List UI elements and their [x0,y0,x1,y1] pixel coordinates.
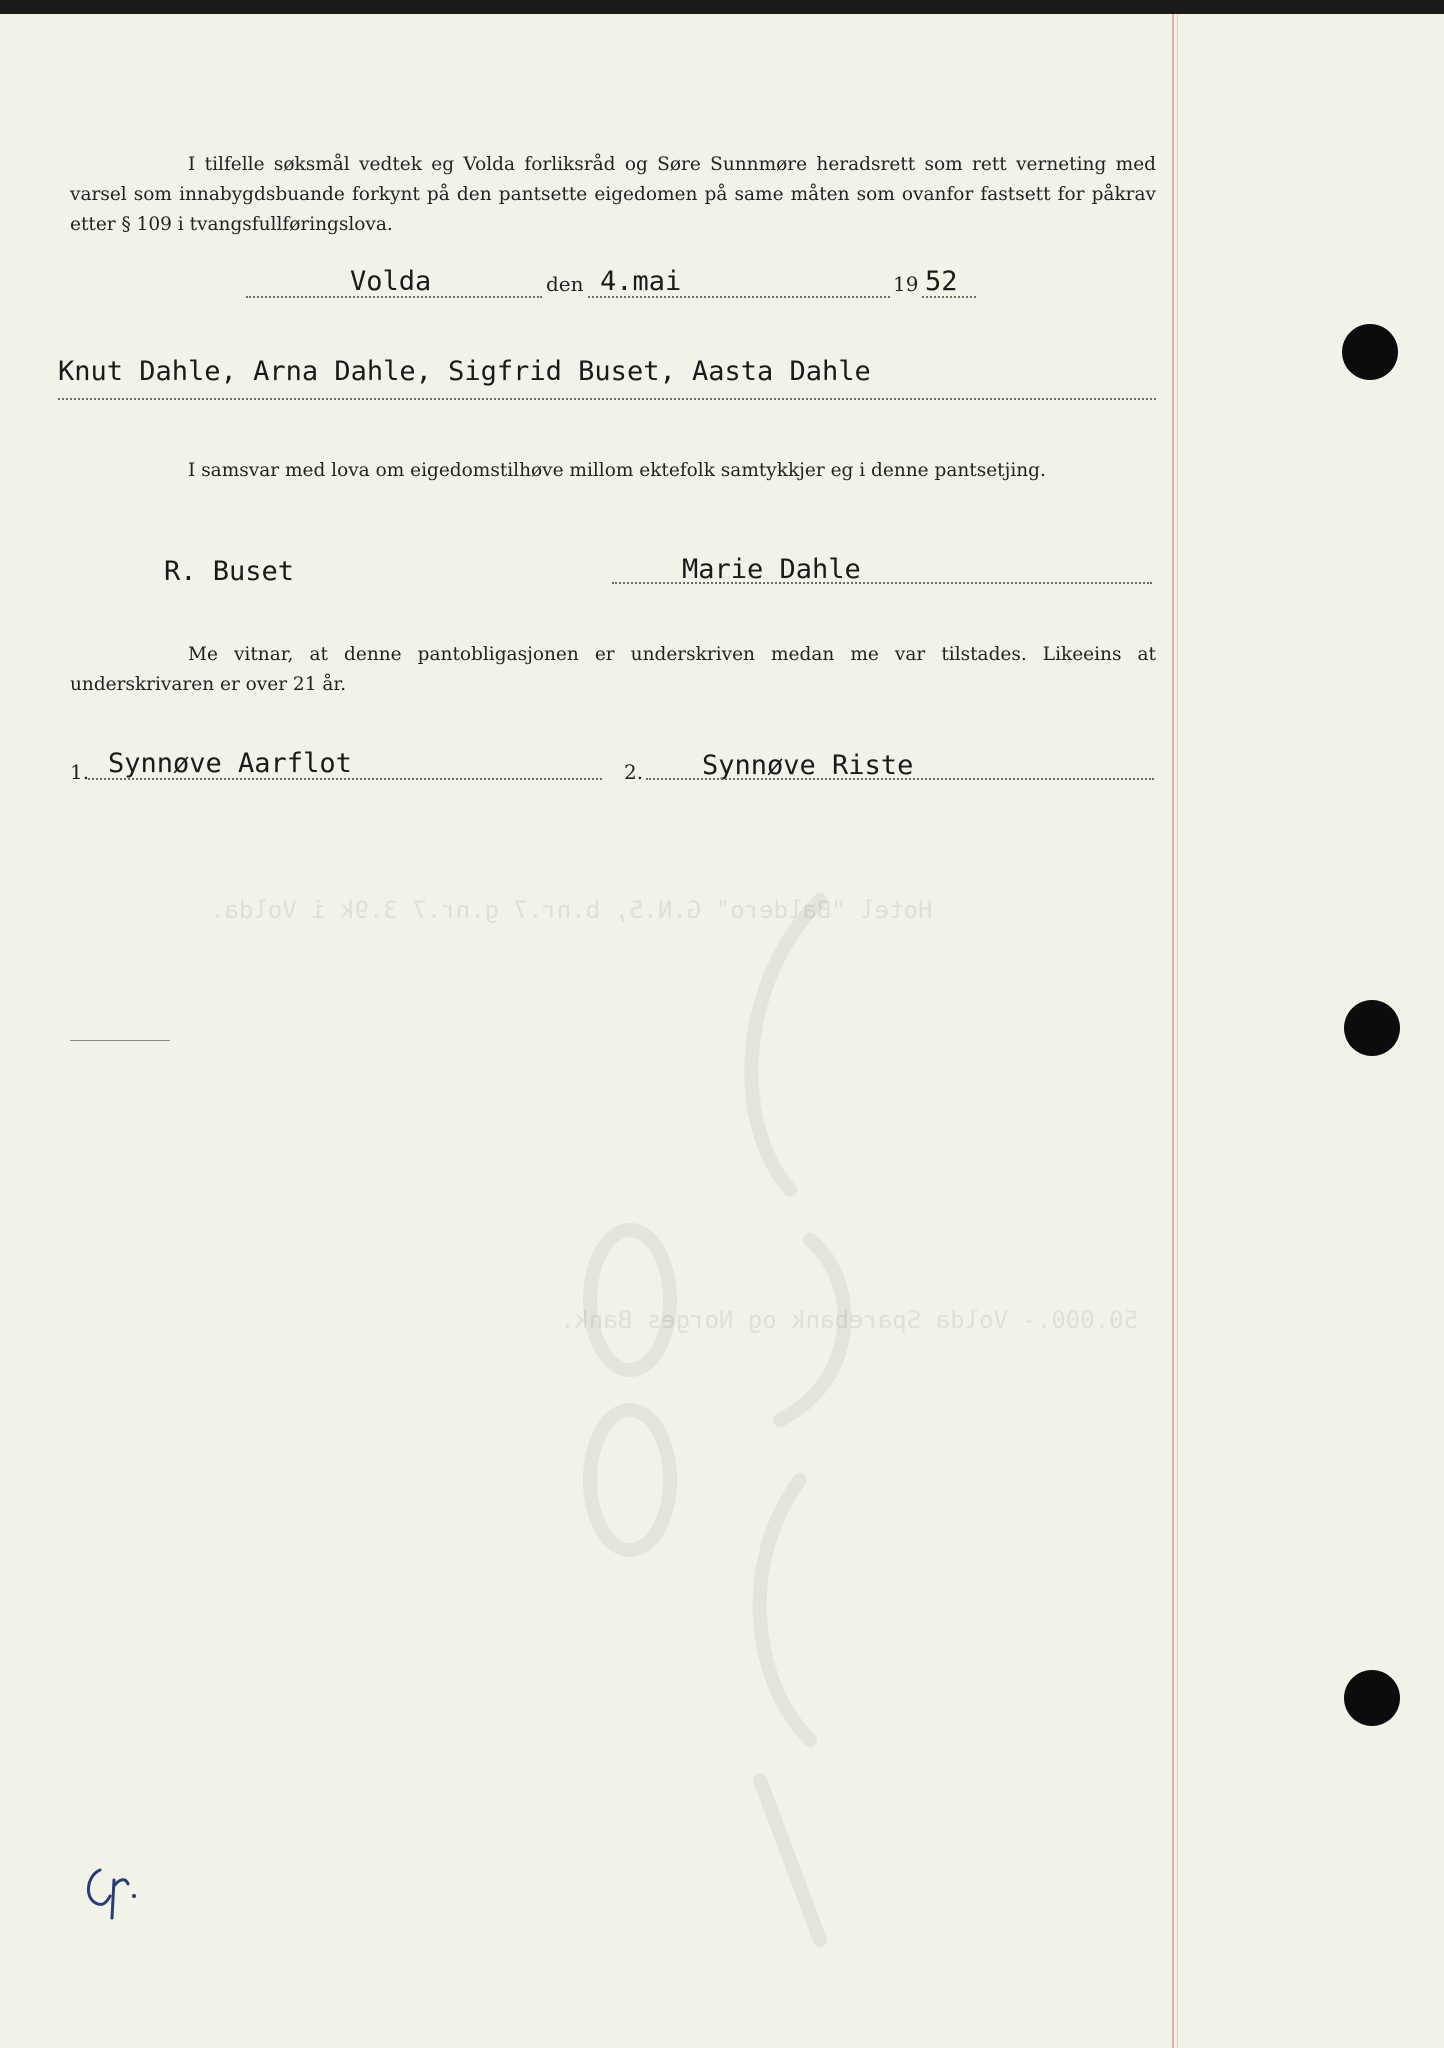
den-label: den [546,272,584,296]
scan-top-edge [0,0,1444,14]
forum-clause [70,150,1156,240]
spouse-consent-clause [70,456,1156,486]
consent-signer-right: Marie Dahle [682,554,861,585]
bleed-through-stamp [560,860,980,2010]
witness-2-dotted-line [646,778,1154,780]
bleed-through-line-2: 50.000.- Volda Sparebank og Norges Bank. [560,1306,1138,1334]
year-suffix: 52 [925,266,958,297]
place-value: Volda [350,266,432,297]
signatory-names: Knut Dahle, Arna Dahle, Sigfrid Buset, Aasta Dahle [58,356,871,387]
witness-clause-text: Me vitnar, at denne pantobligasjonen er underskriven medan me var tilstades. Likeeins at underskrivaren er over 21 år. [70,644,1156,695]
witness-1-name: Synnøve Aarflot [108,748,352,779]
place-dotted-line [246,296,542,298]
handwritten-initials [78,1856,158,1926]
date-dotted-line [588,296,890,298]
witness-clause [70,640,1156,700]
bleed-through-line-1: Hotel "Baldero" G.N.5, b.nr.7 g.nr.7 3.9k i Volda. [210,896,933,924]
red-margin-line [1172,14,1174,2048]
witness-2-label: 2. [624,760,644,784]
witness-1-dotted-line [88,778,602,780]
date-value: 4.mai [600,266,682,297]
short-rule [70,1040,170,1041]
consent-dotted-line [612,582,1152,584]
year-prefix: 19 [893,272,919,296]
forum-clause-text: I tilfelle søksmål vedtek eg Volda forliksråd og Søre Sunnmøre heradsrett som rett verneting med varsel som innabygdsbuande forkynt på den pantsette eigedomen på same måten som ovanfor fastsett for påkrav etter § 109 i tvangsfullføringslova. [70,154,1156,235]
year-dotted-line [922,296,976,298]
punch-hole-middle [1344,1000,1400,1056]
consent-signer-left: R. Buset [164,556,295,587]
red-margin-line-shadow [1177,14,1178,2048]
witness-1-label: 1. [70,760,90,784]
punch-hole-bottom [1344,1670,1400,1726]
spouse-consent-text: I samsvar med lova om eigedomstilhøve millom ektefolk samtykkjer eg i denne pantsetjing. [188,460,1046,481]
signatory-dotted-line [58,398,1156,400]
punch-hole-top [1342,324,1398,380]
witness-2-name: Synnøve Riste [702,750,914,781]
